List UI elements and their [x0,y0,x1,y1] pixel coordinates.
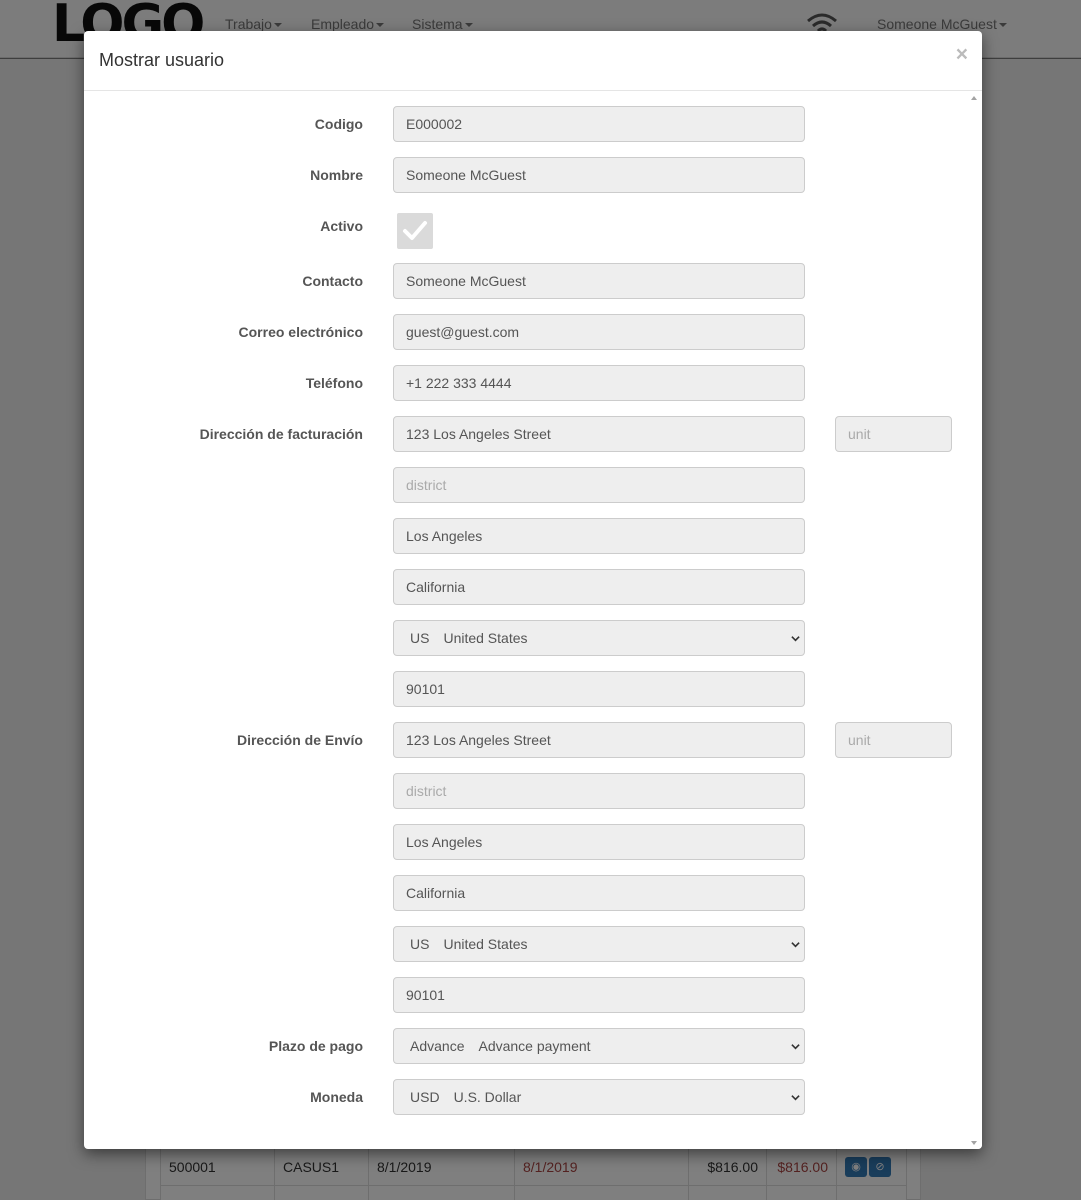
billing-address-label: Dirección de facturación [199,426,363,442]
shipping-district-field[interactable]: district [393,773,805,809]
billing-city-field[interactable]: Los Angeles [393,518,805,554]
chevron-down-icon [791,940,800,949]
billing-zip-field[interactable]: 90101 [393,671,805,707]
shipping-state-field[interactable]: California [393,875,805,911]
billing-country-code: US [410,630,430,646]
contacto-field[interactable]: Someone McGuest [393,263,805,299]
show-user-modal [84,31,982,1149]
shipping-unit-field[interactable]: unit [835,722,952,758]
shipping-address-label: Dirección de Envío [236,732,363,748]
chevron-down-icon [791,1093,800,1102]
scroll-up-icon[interactable] [971,96,977,100]
moneda-select[interactable] [393,1079,805,1115]
activo-label: Activo [320,218,363,234]
codigo-field[interactable]: E000002 [393,106,805,142]
moneda-label: Moneda [310,1089,363,1105]
modal-scrollbar[interactable] [967,92,982,1149]
correo-label: Correo electrónico [238,324,363,340]
moneda-name: U.S. Dollar [453,1089,522,1105]
shipping-country-select[interactable] [393,926,805,962]
chevron-down-icon [791,1042,800,1051]
billing-unit-field[interactable]: unit [835,416,952,452]
correo-field[interactable]: guest@guest.com [393,314,805,350]
shipping-country-code: US [410,936,430,952]
moneda-code: USD [410,1089,440,1105]
plazo-code: Advance [410,1038,465,1054]
modal-body [84,92,982,1149]
shipping-country-name: United States [443,936,528,952]
close-icon[interactable]: × [955,43,968,66]
plazo-label: Plazo de pago [268,1038,363,1054]
telefono-label: Teléfono [305,375,363,391]
nombre-field[interactable]: Someone McGuest [393,157,805,193]
billing-street-field[interactable]: 123 Los Angeles Street [393,416,805,452]
nombre-label: Nombre [310,167,363,183]
telefono-field[interactable]: +1 222 333 4444 [393,365,805,401]
billing-country-select[interactable] [393,620,805,656]
shipping-city-field[interactable]: Los Angeles [393,824,805,860]
plazo-select[interactable] [393,1028,805,1064]
checkmark-icon [402,219,428,243]
shipping-street-field[interactable]: 123 Los Angeles Street [393,722,805,758]
modal-header [84,31,982,91]
codigo-label: Codigo [314,116,363,132]
plazo-name: Advance payment [478,1038,591,1054]
billing-state-field[interactable]: California [393,569,805,605]
billing-country-name: United States [443,630,528,646]
billing-district-field[interactable]: district [393,467,805,503]
chevron-down-icon [791,634,800,643]
modal-title: Mostrar usuario [99,50,225,70]
contacto-label: Contacto [302,273,363,289]
shipping-zip-field[interactable]: 90101 [393,977,805,1013]
activo-checkbox[interactable] [397,213,433,249]
scroll-down-icon[interactable] [971,1141,977,1145]
